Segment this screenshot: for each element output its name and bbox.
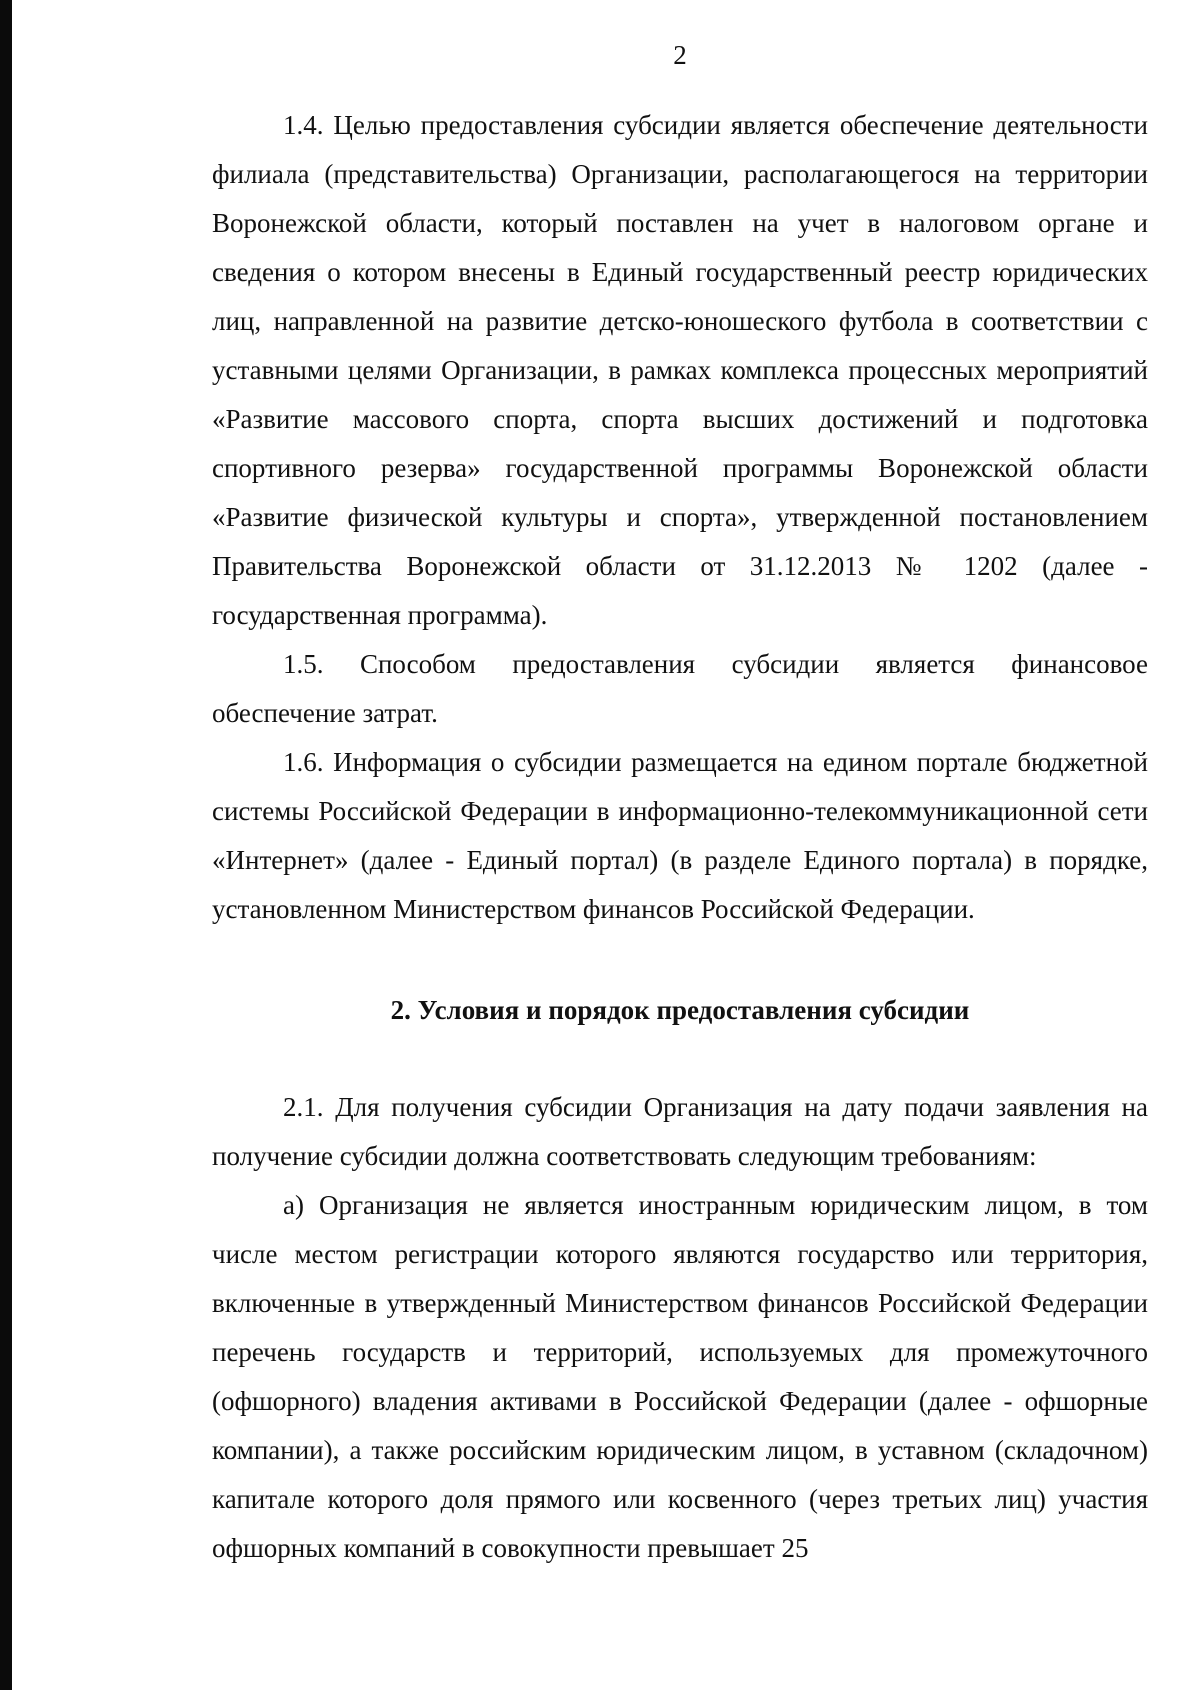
paragraph-1-5: 1.5. Способом предоставления субсидии является финансовое обеспечение затрат. xyxy=(212,649,1148,728)
document-body xyxy=(212,101,1148,1573)
paragraph-2-1: 2.1. Для получения субсидии Организация на дату подачи заявления на получение субсидии должна соответствовать следующим требованиям: xyxy=(212,1092,1148,1171)
page-number: 2 xyxy=(673,40,687,70)
paragraph-1-4: 1.4. Целью предоставления субсидии является обеспечение деятельности филиала (представительства) Организации, располагающегося на территории Воронежской области, который поставлен на учет в налоговом органе и сведения о котором внесены в Единый государственный реестр юридических лиц, направленной на развитие детско-юношеского футбола в соответствии с уставными целями Организации, в рамках комплекса процессных мероприятий «Развитие массового спорта, спорта высших достижений и подготовка спортивного резерва» государственной программы Воронежской области «Развитие физической культуры и спорта», утвержденной постановлением Правительства Воронежской области от 31.12.2013 № 1202 (далее - государственная программа). xyxy=(212,110,1148,630)
paragraph-2-1-a: а) Организация не является иностранным юридическим лицом, в том числе местом регистрации которого являются государство или территория, включенные в утвержденный Министерством финансов Российской Федерации перечень государств и территорий, используемых для промежуточного (офшорного) владения активами в Российской Федерации (далее - офшорные компании), а также российским юридическим лицом, в уставном (складочном) капитале которого доля прямого или косвенного (через третьих лиц) участия офшорных компаний в совокупности превышает 25 xyxy=(212,1190,1148,1563)
section-heading: 2. Условия и порядок предоставления субсидии xyxy=(390,995,970,1025)
scan-page-edge xyxy=(0,0,12,1690)
paragraph-1-6: 1.6. Информация о субсидии размещается на едином портале бюджетной системы Российской Федерации в информационно-телекоммуникационной сети «Интернет» (далее - Единый портал) (в разделе Единого портала) в порядке, установленном Министерством финансов Российской Федерации. xyxy=(212,747,1148,924)
